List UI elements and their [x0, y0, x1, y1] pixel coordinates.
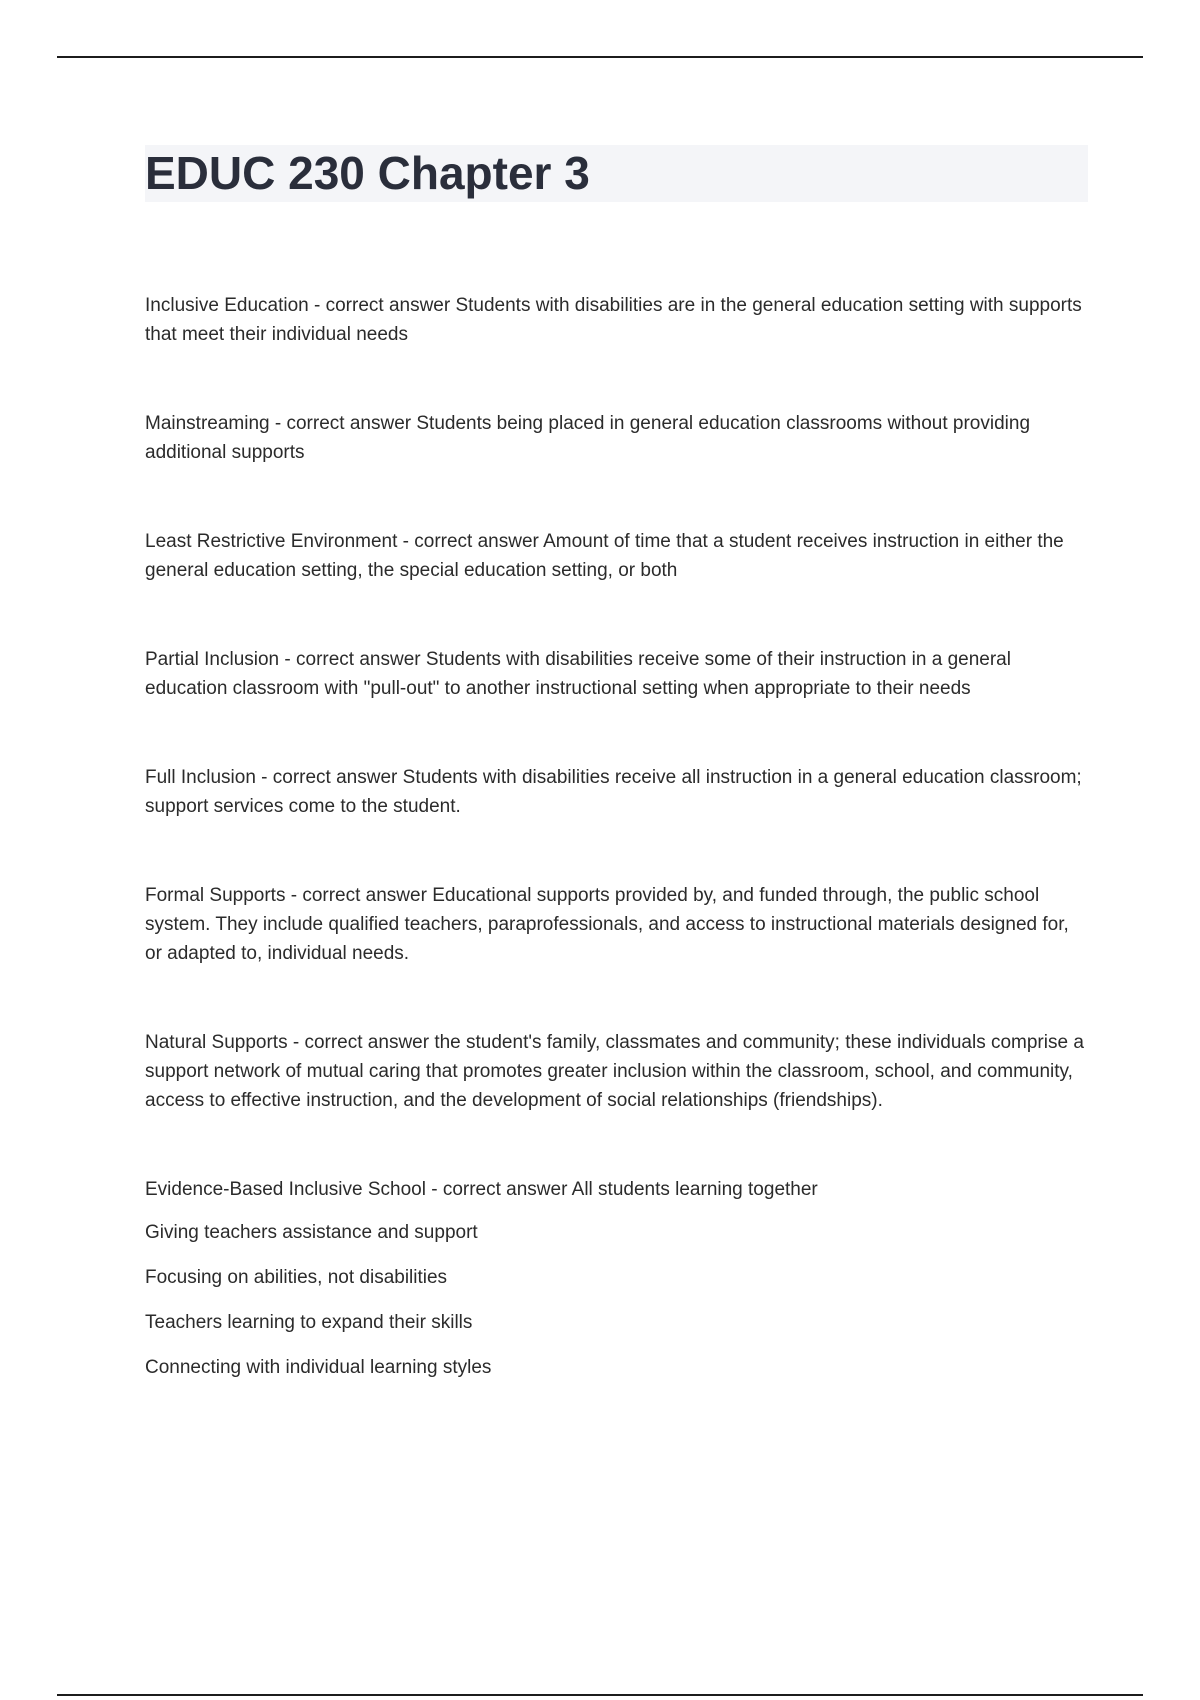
page-title: EDUC 230 Chapter 3	[145, 147, 590, 199]
entry-formal-supports: Formal Supports - correct answer Educational supports provided by, and funded through, the public school system. They include qualified teachers, paraprofessionals, and access to instructional materials designed for, or adapted to, individual needs.	[145, 885, 1069, 964]
entry-inclusive-education: Inclusive Education - correct answer Students with disabilities are in the general education setting with supports that meet their individual needs	[145, 295, 1082, 345]
entry-natural-supports: Natural Supports - correct answer the student's family, classmates and community; these individuals comprise a support network of mutual caring that promotes greater inclusion within the classroom, school, and community, access to effective instruction, and the development of social relationships (friendships).	[145, 1032, 1084, 1111]
entry-mainstreaming: Mainstreaming - correct answer Students being placed in general education classrooms without providing additional supports	[145, 413, 1031, 463]
list-item: Connecting with individual learning styles	[145, 1357, 492, 1378]
list-item: Teachers learning to expand their skills	[145, 1312, 473, 1333]
list-item: Focusing on abilities, not disabilities	[145, 1267, 448, 1288]
entry-evidence-based-inclusive-school: Evidence-Based Inclusive School - correct answer All students learning together	[145, 1179, 818, 1200]
entry-least-restrictive-environment: Least Restrictive Environment - correct answer Amount of time that a student receives instruction in either the general education setting, the special education setting, or both	[145, 531, 1064, 581]
bottom-rule	[57, 1694, 1143, 1696]
document-body	[145, 291, 1085, 1398]
entry-full-inclusion: Full Inclusion - correct answer Students with disabilities receive all instruction in a general education classroom; support services come to the student.	[145, 767, 1082, 817]
entry-partial-inclusion: Partial Inclusion - correct answer Students with disabilities receive some of their instruction in a general education classroom with "pull-out" to another instructional setting when appropriate to their needs	[145, 649, 1011, 699]
top-rule	[57, 56, 1143, 58]
list-item: Giving teachers assistance and support	[145, 1222, 478, 1243]
